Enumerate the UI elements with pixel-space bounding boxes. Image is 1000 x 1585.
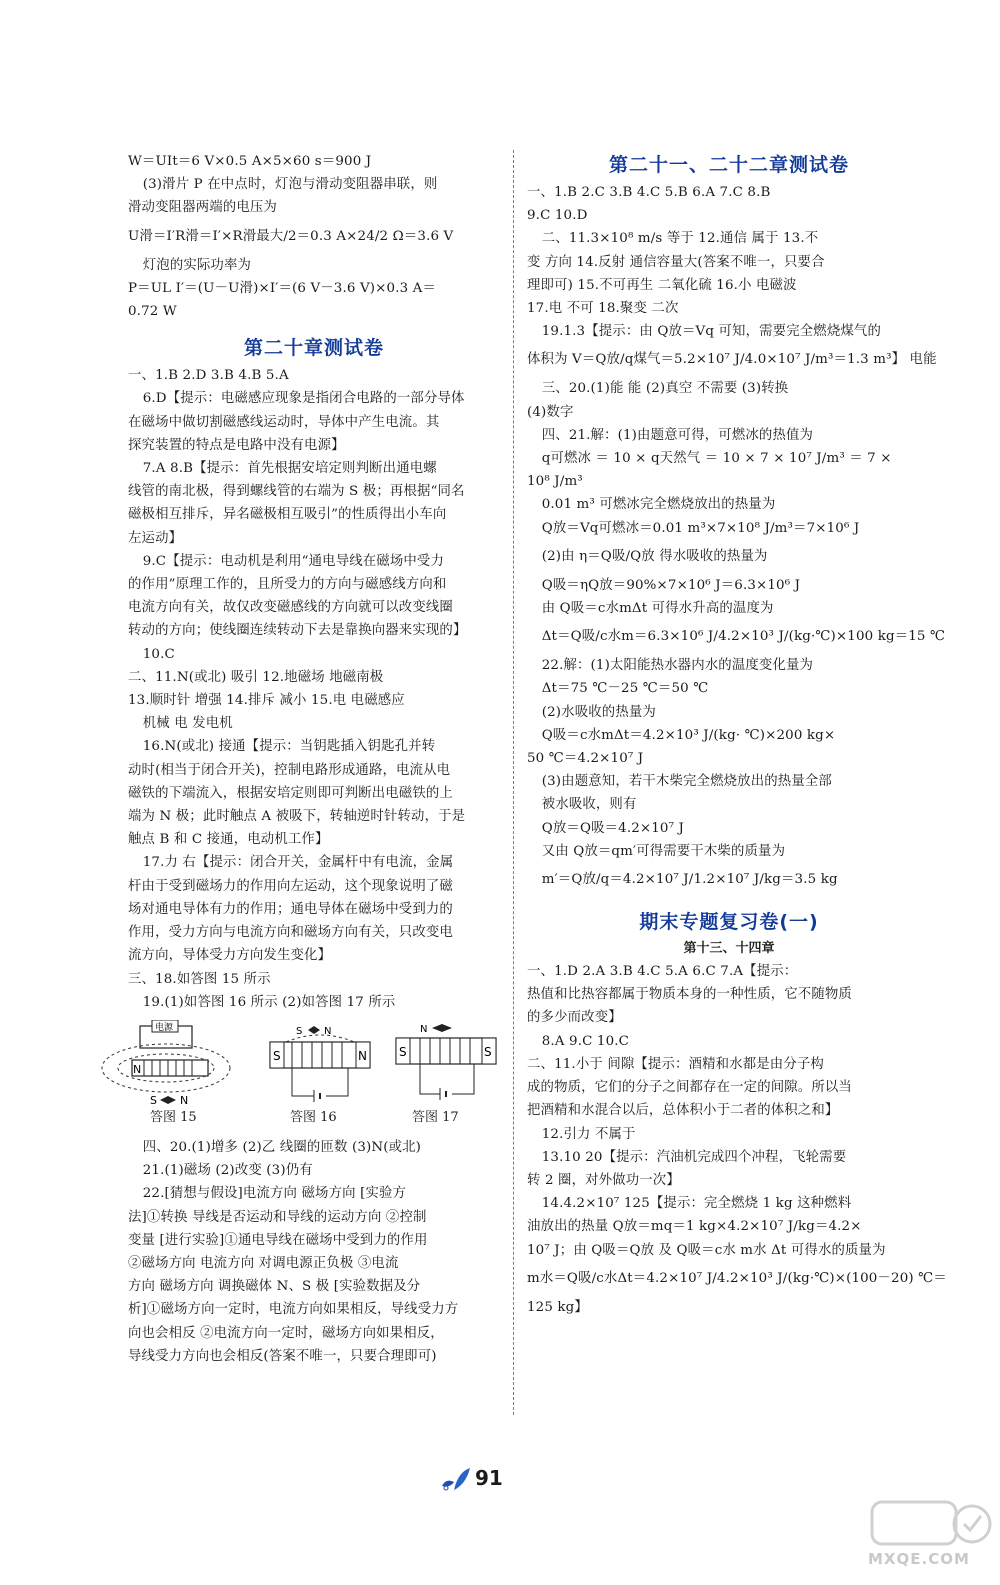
text-line: 21.(1)磁场 (2)改变 (3)仍有 [142, 1163, 313, 1179]
page-number: 91 [475, 1466, 503, 1490]
figure-16 [264, 1020, 376, 1125]
text-line: 电流方向有关，故仅改变磁感线的方向就可以改变线圈 [128, 600, 453, 616]
pole-n-label: N [358, 1048, 367, 1063]
text-line: 被水吸收，则有 [541, 797, 637, 813]
text-line: 8.A 9.C 10.C [541, 1033, 630, 1049]
text-line: 三、20.(1)能 能 (2)真空 不需要 (3)转换 [541, 381, 789, 397]
text-line: 7.A 8.B【提示：首先根据安培定则判断出通电螺 [142, 461, 437, 477]
text-line: 的多少而改变】 [527, 1010, 622, 1026]
text-line: 四、20.(1)增多 (2)乙 线圈的匝数 (3)N(或北) [142, 1139, 422, 1155]
text-line: 17.力 右【提示：闭合开关，金属杆中有电流，金属 [142, 855, 454, 871]
formula-line: Δt＝75 ℃－25 ℃＝50 ℃ [541, 681, 709, 697]
text-line: 19.(1)如答图 16 所示 (2)如答图 17 所示 [142, 994, 396, 1010]
watermark-text: MXQE.COM [868, 1550, 970, 1568]
text-line: 9.C【提示：电动机是利用“通电导线在磁场中受力 [142, 553, 445, 569]
text-line: 线管的南北极，得到螺线管的右端为 S 极；再根据“同名 [128, 484, 465, 500]
text-line: 场对通电导体有力的作用；通电导体在磁场中受到力的 [128, 901, 453, 917]
pole-n-label: N [133, 1062, 142, 1076]
text-line: (2)水吸收的热量为 [541, 704, 656, 720]
text-line: 转动的方向；使线圈连续转动下去是靠换向器来实现的】 [128, 623, 467, 639]
page-footer [0, 1462, 1000, 1502]
formula-line: m水＝Q吸/c水Δt＝4.2×10⁷ J/4.2×10³ J/(kg·℃)×(100－20) ℃＝ [527, 1270, 947, 1286]
text-line: 13.顺时针 增强 14.排斥 减小 15.电 电磁感应 [128, 693, 405, 709]
text-line: 作用，受力方向与电流方向和磁场方向有关，只改变电 [128, 925, 453, 941]
text-line: 三、18.如答图 15 所示 [128, 971, 271, 987]
text-line: 的作用”原理工作的，且所受力的方向与磁感线方向和 [128, 577, 447, 593]
text-line: 变 方向 14.反射 通信容量大(答案不唯一，只要合 [527, 254, 825, 270]
figure-caption: 答图 15 [150, 1109, 197, 1125]
text-line: W＝UIt＝6 V×0.5 A×5×60 s＝900 J [128, 154, 372, 169]
text-line: 磁极相互排斥，异名磁极相互吸引”的性质得出小车向 [128, 507, 447, 523]
formula-line: 体积为 V＝Q放/q煤气＝5.2×10⁷ J/4.0×10⁷ J/m³＝1.3 m³】 电能 [527, 352, 937, 368]
top-n-label: N [420, 1023, 428, 1035]
text-line: 向也会相反 ②电流方向一定时，磁场方向如果相反， [128, 1325, 444, 1341]
text-line: 把酒精和水混合以后，总体积小于二者的体积之和】 [527, 1103, 839, 1119]
text-line: 22.解：(1)太阳能热水器内水的温度变化量为 [541, 658, 814, 674]
text-line: (3)滑片 P 在中点时，灯泡与滑动变阻器串联，则 [142, 177, 438, 193]
text-line: 22.[猜想与假设]电流方向 磁场方向 [实验方 [142, 1186, 407, 1202]
text-line: 转 2 圈，对外做功一次】 [527, 1172, 680, 1188]
text-line: 0.72 W [128, 304, 177, 320]
text-line: 动时(相当于闭合开关)，控制电路形成通路，电流从电 [128, 762, 451, 778]
text-line: 变量 [进行实验]①通电导线在磁场中受到力的作用 [128, 1232, 428, 1248]
text-line: 方向 磁场方向 调换磁体 N、S 极 [实验数据及分 [128, 1279, 421, 1295]
text-line: 二、11.N(或北) 吸引 12.地磁场 地磁南极 [128, 669, 384, 685]
formula-line: Q吸＝ηQ放＝90%×7×10⁶ J＝6.3×10⁶ J [541, 577, 801, 593]
formula-line: Q吸＝c水mΔt＝4.2×10³ J/(kg· ℃)×200 kg× [541, 727, 836, 743]
text-line: 一、1.D 2.A 3.B 4.C 5.A 6.C 7.A【提示： [527, 964, 798, 980]
text-line: 9.C 10.D [527, 208, 588, 224]
text-line: 理即可) 15.不可再生 二氧化硫 16.小 电磁波 [527, 277, 797, 293]
text-line: 二、11.小于 间隙【提示：酒精和水都是由分子构 [527, 1056, 824, 1072]
figure-caption: 答图 16 [290, 1109, 337, 1125]
text-line: 又由 Q放＝qm′可得需要干木柴的质量为 [541, 843, 786, 859]
text-line: 四、21.解：(1)由题意可得，可燃冰的热值为 [541, 427, 814, 443]
pole-s2-label: S [484, 1044, 492, 1059]
formula-line: U滑＝I′R滑＝I′×R滑最大/2＝0.3 A×24/2 Ω＝3.6 V [128, 228, 454, 244]
text-line: 19.1.3【提示：由 Q放＝Vq 可知，需要完全燃烧煤气的 [541, 324, 881, 340]
text-line: 成的物质，它们的分子之间都存在一定的间隙。所以当 [527, 1080, 852, 1096]
text-line: 杆由于受到磁场力的作用向左运动，这个现象说明了磁 [128, 878, 453, 894]
text-line: 流方向，导体受力方向发生变化】 [128, 948, 332, 964]
left-column [128, 150, 500, 1368]
text-line: 端为 N 极；此时触点 A 被吸下，转轴逆时针转动，于是 [128, 809, 466, 825]
formula-line: m′＝Q放/q＝4.2×10⁷ J/1.2×10⁷ J/kg＝3.5 kg [541, 872, 838, 888]
figure-17 [390, 1020, 502, 1125]
top-n-label: N [324, 1025, 332, 1037]
text-line: 12.引力 不属于 [541, 1126, 636, 1142]
top-s-label: S [296, 1025, 303, 1037]
right-column [527, 150, 947, 1319]
text-line: ②磁场方向 电流方向 对调电源正负极 ③电流 [128, 1255, 399, 1271]
figure-caption: 答图 17 [412, 1109, 459, 1125]
formula-line: Q放＝Vq可燃冰＝0.01 m³×7×10⁸ J/m³＝7×10⁶ J [541, 520, 860, 536]
section-heading-review: 期末专题复习卷(一) [639, 911, 819, 934]
formula-line: Q放＝Q吸＝4.2×10⁷ J [541, 820, 685, 836]
text-line: 灯泡的实际功率为 [142, 257, 252, 273]
pole-s-label: S [273, 1048, 281, 1063]
watermark-logo-icon [868, 1498, 993, 1550]
text-line: 油放出的热量 Q放＝mq＝1 kg×4.2×10⁷ J/kg＝4.2× [527, 1219, 862, 1235]
compass-s-label: S [150, 1093, 157, 1106]
text-line: 50 ℃＝4.2×10⁷ J [527, 751, 644, 767]
formula-line: q可燃冰 ＝ 10 × q天然气 ＝ 10 × 7 × 10⁷ J/m³ ＝ 7 × [541, 451, 892, 467]
answer-figures [128, 1020, 500, 1132]
text-line: 触点 B 和 C 接通，电动机工作】 [128, 832, 329, 848]
text-line: 法]①转换 导线是否运动和导线的运动方向 ②控制 [128, 1209, 427, 1225]
text-line: 在磁场中做切割磁感线运动时，导体中产生电流。其 [128, 414, 440, 430]
text-line: 一、1.B 2.C 3.B 4.C 5.B 6.A 7.C 8.B [527, 185, 771, 200]
section-heading-ch20: 第二十章测试卷 [243, 337, 384, 360]
text-line: 滑动变阻器两端的电压为 [128, 200, 277, 216]
compass-n-label: N [180, 1093, 189, 1106]
figure-15 [100, 1020, 240, 1125]
text-line: 17.电 不可 18.聚变 二次 [527, 301, 679, 317]
text-line: (4)数字 [527, 404, 574, 420]
text-line: 16.N(或北) 接通【提示：当钥匙插入钥匙孔并转 [142, 739, 436, 755]
text-line: 磁铁的下端流入，根据安培定则即可判断出电磁铁的上 [128, 785, 453, 801]
text-line: 6.D【提示：电磁感应现象是指闭合电路的一部分导体 [142, 391, 465, 407]
text-line: 125 kg】 [527, 1299, 588, 1315]
text-line: 10⁷ J；由 Q吸＝Q放 及 Q吸＝c水 m水 Δt 可得水的质量为 [527, 1242, 886, 1258]
text-line: 13.10 20【提示：汽油机完成四个冲程，飞轮需要 [541, 1149, 847, 1165]
watermark [868, 1498, 993, 1578]
battery-label: 电源 [155, 1022, 174, 1033]
column-divider [513, 150, 514, 1415]
text-line: 由 Q吸＝c水mΔt 可得水升高的温度为 [541, 601, 774, 617]
text-line: 10.C [142, 646, 175, 662]
text-line: 热值和比热容都属于物质本身的一种性质，它不随物质 [527, 987, 852, 1003]
formula-line: (2)由 η＝Q吸/Q放 得水吸收的热量为 [541, 548, 768, 564]
text-line: 左运动】 [128, 530, 183, 546]
text-line: 0.01 m³ 可燃冰完全燃烧放出的热量为 [541, 497, 776, 513]
text-line: 导线受力方向也会相反(答案不唯一，只要合理即可) [128, 1348, 437, 1364]
leaf-ornament-icon [440, 1466, 472, 1496]
section-heading-ch21-22: 第二十一、二十二章测试卷 [608, 154, 849, 176]
text-line: 一、1.B 2.D 3.B 4.B 5.A [128, 368, 289, 384]
text-line: 14.4.2×10⁷ 125【提示：完全燃烧 1 kg 这种燃料 [541, 1196, 852, 1212]
text-line: (3)由题意知，若干木柴完全燃烧放出的热量全部 [541, 774, 832, 790]
text-line: 探究装置的特点是电路中没有电源】 [128, 437, 345, 453]
text-line: 机械 电 发电机 [142, 716, 233, 732]
text-line: 二、11.3×10⁸ m/s 等于 12.通信 属于 13.不 [541, 231, 819, 247]
text-line: 10⁸ J/m³ [527, 474, 583, 490]
section-subheading: 第十三、十四章 [683, 941, 775, 957]
text-line: 析]①磁场方向一定时，电流方向如果相反，导线受力方 [128, 1302, 459, 1318]
pole-s-label: S [399, 1044, 407, 1059]
formula-line: P＝UL I′＝(U－U滑)×I′＝(6 V－3.6 V)×0.3 A＝ [128, 280, 437, 296]
formula-line: Δt＝Q吸/c水m＝6.3×10⁶ J/4.2×10³ J/(kg·℃)×100 kg＝15 ℃ [541, 629, 946, 645]
